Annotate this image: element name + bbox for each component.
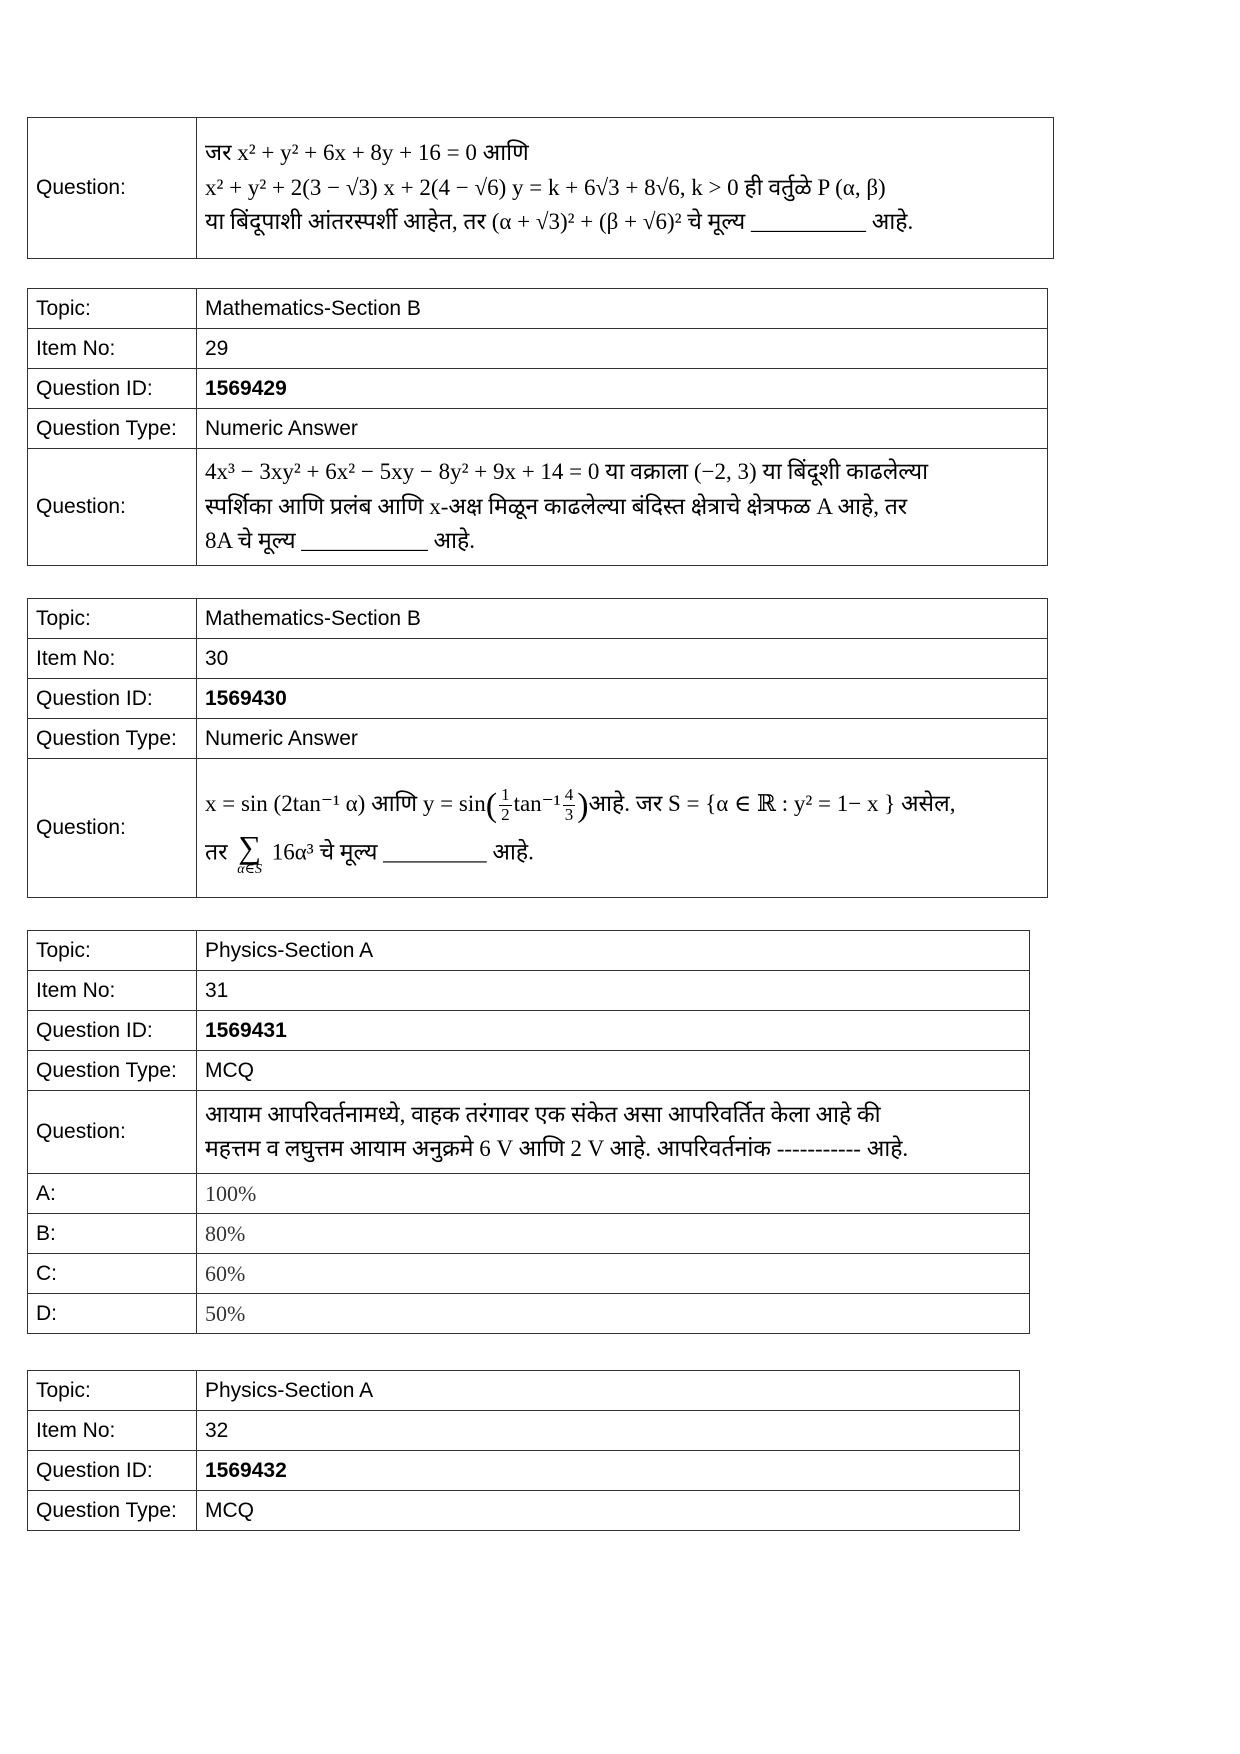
option-d-value: 50% [197, 1294, 1030, 1334]
question-line: स्पर्शिका आणि प्रलंब आणि x-अक्ष मिळून काढलेल्या बंदिस्त क्षेत्राचे क्षेत्रफळ A आहे, तर [205, 493, 908, 519]
question-fragment: तर [205, 838, 228, 864]
question-label: Question: [28, 118, 197, 259]
topic-value: Physics-Section A [197, 1371, 1020, 1411]
question-id-label: Question ID: [28, 1011, 197, 1051]
topic-value: Mathematics-Section B [197, 599, 1048, 639]
option-a-value: 100% [197, 1174, 1030, 1214]
topic-value: Physics-Section A [197, 931, 1030, 971]
fraction [563, 786, 576, 824]
item-no-value: 30 [197, 639, 1048, 679]
item-no-label: Item No: [28, 329, 197, 369]
question-type-label: Question Type: [28, 1491, 197, 1531]
topic-label: Topic: [28, 931, 197, 971]
question-type-value: MCQ [197, 1491, 1020, 1531]
option-a-label: A: [28, 1174, 197, 1214]
question-block-29 [27, 288, 1048, 566]
summation [237, 828, 262, 877]
question-fragment: tan⁻¹ [513, 790, 561, 816]
question-id-value: 1569432 [197, 1451, 1020, 1491]
topic-value: Mathematics-Section B [197, 289, 1048, 329]
question-line: या बिंदूपाशी आंतरस्पर्शी आहेत, तर (α + √3)² + (β + √6)² चे मूल्य __________ आहे. [205, 209, 914, 235]
question-line: x = sin (2tan⁻¹ α) आणि y = sin( $\frac{1}{2}$ tan⁻¹ $\frac{4}{3}$ )आहे. जर S = {α ∈ ℝ : y² = 1− x } असेल, [205, 784, 956, 824]
option-c-value: 60% [197, 1254, 1030, 1294]
question-line: आयाम आपरिवर्तनामध्ये, वाहक तरंगावर एक संकेत असा आपरिवर्तित केला आहे की [205, 1101, 881, 1127]
fraction-denominator: 3 [564, 804, 574, 824]
question-id-label: Question ID: [28, 1451, 197, 1491]
item-no-value: 31 [197, 971, 1030, 1011]
topic-label: Topic: [28, 1371, 197, 1411]
question-type-value: Numeric Answer [197, 719, 1048, 759]
question-line: महत्तम व लघुत्तम आयाम अनुक्रमे 6 V आणि 2 V आहे. आपरिवर्तनांक ----------- आहे. [205, 1136, 909, 1161]
question-fragment: x = sin (2tan⁻¹ α) आणि y = sin [205, 790, 486, 816]
question-text [197, 449, 1048, 566]
question-fragment: 16α³ [271, 838, 314, 864]
question-type-label: Question Type: [28, 1051, 197, 1091]
question-id-value: 1569431 [197, 1011, 1030, 1051]
fraction-numerator: 1 [501, 784, 510, 804]
item-no-value: 29 [197, 329, 1048, 369]
question-type-value: MCQ [197, 1051, 1030, 1091]
question-label: Question: [28, 1091, 197, 1174]
question-id-label: Question ID: [28, 679, 197, 719]
item-no-label: Item No: [28, 639, 197, 679]
question-id-label: Question ID: [28, 369, 197, 409]
item-no-value: 32 [197, 1411, 1020, 1451]
question-block-32 [27, 1370, 1020, 1531]
question-fragment: चे मूल्य _________ आहे. [319, 838, 534, 864]
question-line [205, 828, 1039, 877]
item-no-label: Item No: [28, 971, 197, 1011]
question-fragment: आहे. जर S = {α ∈ ℝ : y² = 1− x } असेल, [588, 790, 956, 816]
item-no-label: Item No: [28, 1411, 197, 1451]
fraction [499, 786, 512, 824]
question-type-value: Numeric Answer [197, 409, 1048, 449]
option-b-label: B: [28, 1214, 197, 1254]
question-block-30 [27, 598, 1048, 898]
fraction-denominator: 2 [501, 804, 510, 824]
question-type-label: Question Type: [28, 719, 197, 759]
question-type-label: Question Type: [28, 409, 197, 449]
question-label: Question: [28, 449, 197, 566]
question-text [197, 759, 1048, 898]
question-block-28 [27, 117, 1054, 259]
question-text [197, 1091, 1030, 1174]
question-line: जर x² + y² + 6x + 8y + 16 = 0 आणि [205, 140, 529, 166]
question-text [197, 118, 1054, 259]
question-block-31 [27, 930, 1030, 1334]
fraction-numerator: 4 [564, 784, 574, 804]
question-line: x² + y² + 2(3 − √3) x + 2(4 − √6) y = k + 6√3 + 8√6, k > 0 ही वर्तुळे P (α, β) [205, 174, 886, 200]
summation-subscript: α∈S [237, 861, 262, 877]
option-c-label: C: [28, 1254, 197, 1294]
sigma-symbol: ∑ [238, 828, 262, 865]
question-id-value: 1569429 [197, 369, 1048, 409]
topic-label: Topic: [28, 289, 197, 329]
option-d-label: D: [28, 1294, 197, 1334]
question-label: Question: [28, 759, 197, 898]
option-b-value: 80% [197, 1214, 1030, 1254]
question-id-value: 1569430 [197, 679, 1048, 719]
question-line: 4x³ − 3xy² + 6x² − 5xy − 8y² + 9x + 14 = 0 या वक्राला (−2, 3) या बिंदूशी काढलेल्या [205, 459, 929, 484]
topic-label: Topic: [28, 599, 197, 639]
question-line: 8A चे मूल्य ___________ आहे. [205, 528, 476, 553]
